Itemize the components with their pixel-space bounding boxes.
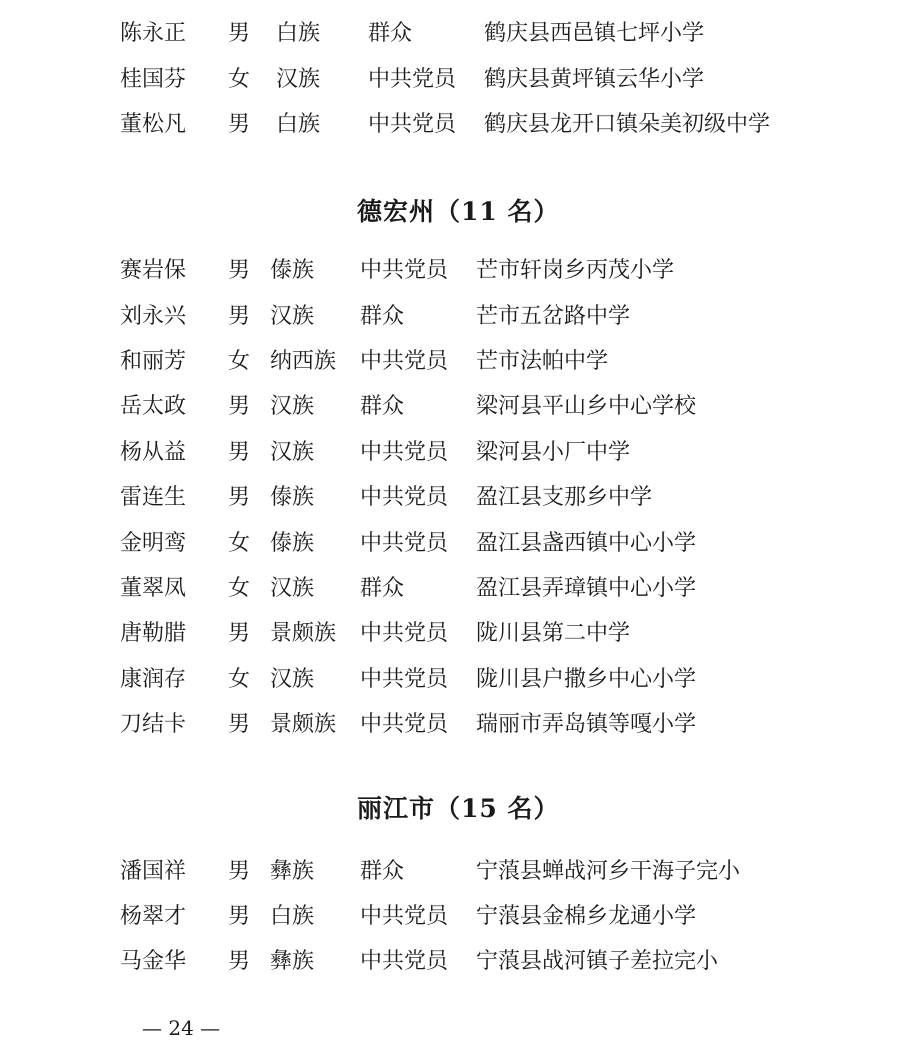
row-ethnicity: 景颇族 xyxy=(270,621,337,646)
row-sex: 男 xyxy=(228,112,251,137)
row-sex: 男 xyxy=(228,859,251,884)
row-sex: 男 xyxy=(228,304,251,329)
row-school: 宁蒗县战河镇子差拉完小 xyxy=(476,949,719,974)
row-name: 和丽芳 xyxy=(120,349,187,374)
row-sex: 男 xyxy=(228,621,251,646)
row-sex: 女 xyxy=(228,67,251,92)
section-heading-dehong: 德宏州（11 名） xyxy=(357,197,560,226)
row-name: 雷连生 xyxy=(120,485,187,510)
row-ethnicity: 汉族 xyxy=(270,576,315,601)
row-political: 群众 xyxy=(360,394,405,419)
row-school: 瑞丽市弄岛镇等嘎小学 xyxy=(476,712,697,737)
row-school: 盈江县盏西镇中心小学 xyxy=(476,531,697,556)
row-school: 盈江县支那乡中学 xyxy=(476,485,653,510)
row-sex: 男 xyxy=(228,949,251,974)
row-sex: 男 xyxy=(228,440,251,465)
row-political: 中共党员 xyxy=(368,112,457,137)
row-sex: 男 xyxy=(228,485,251,510)
row-ethnicity: 景颇族 xyxy=(270,712,337,737)
row-school: 鹤庆县黄坪镇云华小学 xyxy=(484,67,705,92)
row-political: 中共党员 xyxy=(360,531,449,556)
row-political: 中共党员 xyxy=(360,258,449,283)
row-name: 赛岩保 xyxy=(120,258,187,283)
row-political: 中共党员 xyxy=(360,667,449,692)
row-political: 中共党员 xyxy=(360,349,449,374)
row-school: 宁蒗县金棉乡龙通小学 xyxy=(476,904,697,929)
row-school: 芒市五岔路中学 xyxy=(476,304,631,329)
row-political: 群众 xyxy=(360,576,405,601)
row-political: 群众 xyxy=(368,21,413,46)
row-sex: 男 xyxy=(228,21,251,46)
row-name: 刀结卡 xyxy=(120,712,187,737)
row-school: 陇川县第二中学 xyxy=(476,621,631,646)
row-ethnicity: 傣族 xyxy=(270,485,315,510)
row-ethnicity: 彝族 xyxy=(270,949,315,974)
row-sex: 女 xyxy=(228,576,251,601)
row-name: 岳太政 xyxy=(120,394,187,419)
row-school: 盈江县弄璋镇中心小学 xyxy=(476,576,697,601)
row-name: 杨翠才 xyxy=(120,904,187,929)
row-political: 中共党员 xyxy=(360,440,449,465)
row-political: 群众 xyxy=(360,304,405,329)
row-political: 群众 xyxy=(360,859,405,884)
row-name: 桂国芬 xyxy=(120,67,187,92)
row-sex: 男 xyxy=(228,394,251,419)
row-name: 马金华 xyxy=(120,949,187,974)
row-sex: 女 xyxy=(228,667,251,692)
row-school: 陇川县户撒乡中心小学 xyxy=(476,667,697,692)
row-ethnicity: 白族 xyxy=(276,21,321,46)
row-name: 陈永正 xyxy=(120,21,187,46)
row-ethnicity: 傣族 xyxy=(270,258,315,283)
row-ethnicity: 汉族 xyxy=(276,67,321,92)
row-political: 中共党员 xyxy=(368,67,457,92)
row-ethnicity: 彝族 xyxy=(270,859,315,884)
row-ethnicity: 汉族 xyxy=(270,440,315,465)
row-ethnicity: 白族 xyxy=(270,904,315,929)
row-name: 杨从益 xyxy=(120,440,187,465)
row-political: 中共党员 xyxy=(360,621,449,646)
row-sex: 女 xyxy=(228,349,251,374)
row-school: 梁河县小厂中学 xyxy=(476,440,631,465)
row-name: 董翠凤 xyxy=(120,576,187,601)
row-ethnicity: 汉族 xyxy=(270,667,315,692)
row-name: 金明鸾 xyxy=(120,531,187,556)
row-political: 中共党员 xyxy=(360,904,449,929)
row-school: 梁河县平山乡中心学校 xyxy=(476,394,697,419)
row-sex: 男 xyxy=(228,712,251,737)
row-political: 中共党员 xyxy=(360,485,449,510)
row-sex: 男 xyxy=(228,258,251,283)
row-name: 唐勒腊 xyxy=(120,621,187,646)
row-ethnicity: 汉族 xyxy=(270,304,315,329)
row-political: 中共党员 xyxy=(360,712,449,737)
row-school: 鹤庆县龙开口镇朵美初级中学 xyxy=(484,112,771,137)
section-heading-lijiang: 丽江市（15 名） xyxy=(357,794,560,823)
row-name: 董松凡 xyxy=(120,112,187,137)
row-school: 芒市轩岗乡丙茂小学 xyxy=(476,258,675,283)
row-ethnicity: 白族 xyxy=(276,112,321,137)
row-name: 潘国祥 xyxy=(120,859,187,884)
row-school: 芒市法帕中学 xyxy=(476,349,609,374)
row-political: 中共党员 xyxy=(360,949,449,974)
row-sex: 男 xyxy=(228,904,251,929)
row-name: 刘永兴 xyxy=(120,304,187,329)
row-school: 鹤庆县西邑镇七坪小学 xyxy=(484,21,705,46)
page-number: — 24 — xyxy=(142,1016,221,1040)
row-name: 康润存 xyxy=(120,667,187,692)
row-ethnicity: 纳西族 xyxy=(270,349,337,374)
row-ethnicity: 汉族 xyxy=(270,394,315,419)
row-ethnicity: 傣族 xyxy=(270,531,315,556)
row-sex: 女 xyxy=(228,531,251,556)
row-school: 宁蒗县蝉战河乡干海子完小 xyxy=(476,859,741,884)
